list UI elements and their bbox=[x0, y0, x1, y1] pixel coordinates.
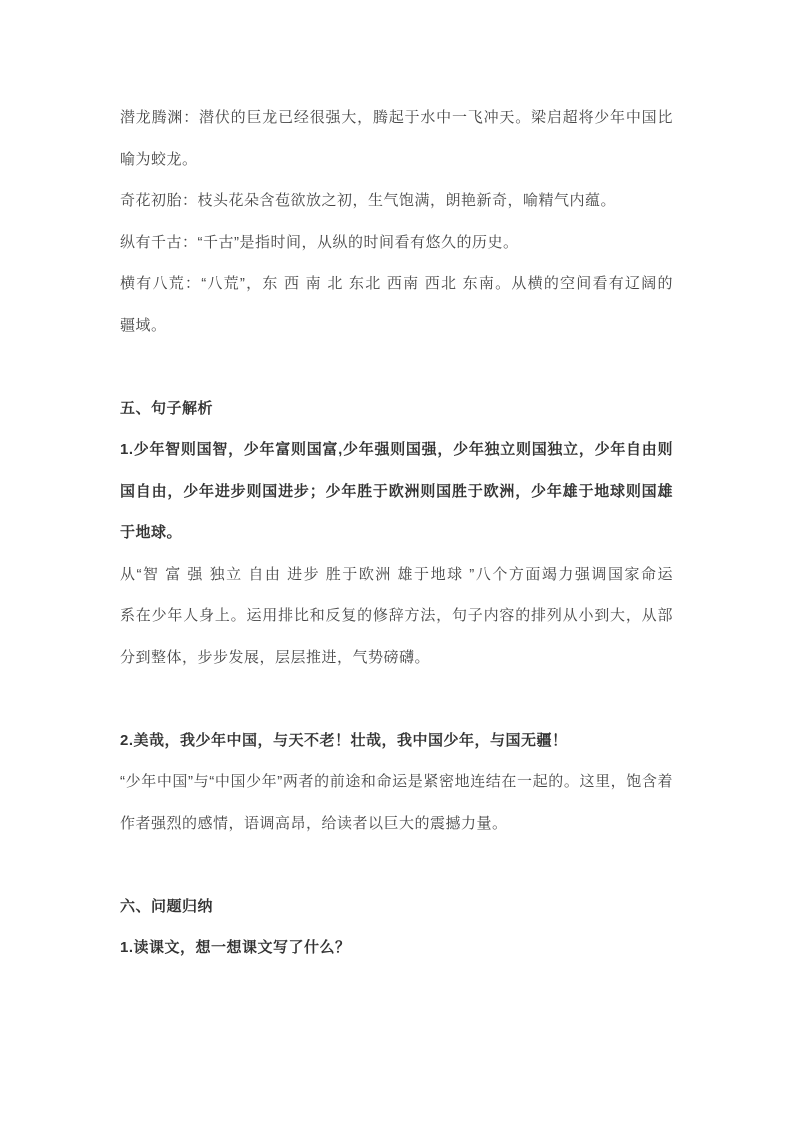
glossary-qihua: 奇花初胎：枝头花朵含苞欲放之初，生气饱满，朗艳新奇，喻精气内蕴。 bbox=[120, 192, 617, 209]
section5-analysis1-line3: 分到整体，步步发展，层层推进，气势磅礴。 bbox=[120, 648, 431, 666]
section5-analysis1-line1: 从“智 富 强 独立 自由 进步 胜于欧洲 雄于地球 ”八个方面竭力强调国家命运 bbox=[120, 565, 673, 583]
section5-sentence2: 2.美哉，我少年中国，与天不老！壮哉，我中国少年，与国无疆！ bbox=[120, 731, 568, 749]
section5-heading: 五、句子解析 bbox=[120, 399, 214, 417]
blank-line bbox=[120, 346, 673, 388]
glossary-qianlong-line2: 喻为蛟龙。 bbox=[120, 150, 198, 168]
section5-sentence1-line3: 于地球。 bbox=[120, 524, 183, 541]
glossary-hengyou-line2: 疆域。 bbox=[120, 316, 167, 334]
blank-line bbox=[120, 844, 673, 886]
section5-analysis2-line2: 作者强烈的感情，语调高昂，给读者以巨大的震撼力量。 bbox=[120, 814, 508, 832]
glossary-qianlong-line1: 潜龙腾渊：潜伏的巨龙已经很强大，腾起于水中一飞冲天。梁启超将少年中国比 bbox=[120, 109, 673, 126]
section5-sentence1-line1: 1.少年智则国智，少年富则国富,少年强则国强，少年独立则国独立，少年自由则 bbox=[120, 441, 673, 458]
section6-heading: 六、问题归纳 bbox=[120, 897, 214, 915]
section5-analysis2-line1: “少年中国”与“中国少年”两者的前途和命运是紧密地连结在一起的。这里，饱含着 bbox=[120, 773, 673, 790]
glossary-hengyou-line1: 横有八荒：“八荒”，东 西 南 北 东北 西南 西北 东南。从横的空间看有辽阔的 bbox=[120, 275, 673, 292]
section5-analysis1-line2: 系在少年人身上。运用排比和反复的修辞方法，句子内容的排列从小到大，从部 bbox=[120, 607, 673, 624]
document-page bbox=[120, 97, 673, 969]
blank-line bbox=[120, 678, 673, 720]
glossary-zongyou: 纵有千古：“千古”是指时间，从纵的时间看有悠久的历史。 bbox=[120, 233, 519, 251]
section5-sentence1-line2: 国自由，少年进步则国进步；少年胜于欧洲则国胜于欧洲，少年雄于地球则国雄 bbox=[120, 482, 673, 500]
section6-question1: 1.读课文，想一想课文写了什么？ bbox=[120, 939, 351, 956]
